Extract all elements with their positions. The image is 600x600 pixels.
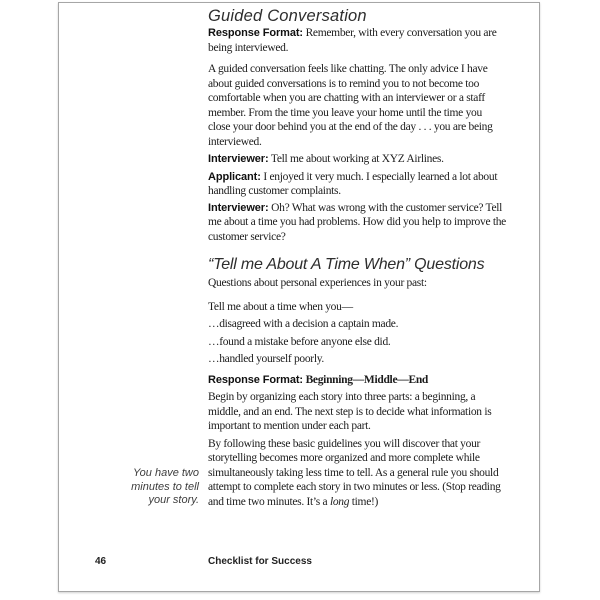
paragraph-line: member. From the time you leave your home until the time you — [208, 106, 482, 119]
paragraph-line: Begin by organizing each story into three parts: a beginning, a — [208, 391, 476, 403]
list-item-text: …disagreed with a decision a captain made. — [208, 318, 399, 330]
paragraph-line: comfortable when you are chatting with an interviewer or a staff — [208, 92, 485, 104]
list-item-text: …found a mistake before anyone else did. — [208, 335, 391, 348]
speaker-label: Applicant: — [208, 170, 261, 183]
paragraph-line: close your door behind you at the end of the day . . . you are being — [208, 121, 493, 133]
list-item-text: …handled yourself poorly. — [208, 353, 324, 365]
paragraph-guided-conversation — [208, 62, 506, 149]
book-page — [58, 2, 540, 592]
dialogue-entry-interviewer-2 — [208, 201, 506, 245]
last-line-italic-word: long — [329, 495, 350, 508]
dialogue-line: customer service? — [208, 230, 286, 243]
dialogue-line: me about a time you had problems. How did you help to improve the — [208, 216, 506, 228]
section-heading-guided-conversation: Guided Conversation — [208, 7, 367, 25]
running-title: Checklist for Success — [208, 556, 312, 567]
dialogue-line: Oh? What was wrong with the customer service? Tell — [271, 201, 503, 214]
sidenote-line: your story. — [148, 494, 199, 506]
section-subheading — [208, 276, 506, 291]
dialogue-entry-applicant — [208, 170, 506, 199]
last-line-after: time!) — [349, 495, 379, 508]
list-intro-line: Tell me about a time when you— — [208, 300, 353, 313]
list-item — [208, 317, 506, 332]
response-format-label: Response Format: — [208, 27, 303, 39]
paragraph-line: interviewed. — [208, 135, 262, 148]
list-intro — [208, 300, 506, 315]
response-format-text-line2: being interviewed. — [208, 41, 289, 54]
paragraph-begin-organizing — [208, 390, 506, 434]
response-format-text: Beginning—Middle—End — [305, 373, 429, 386]
paragraph-line: attempt to complete each story in two minutes or less. (Stop reading — [208, 481, 501, 493]
margin-sidenote — [87, 467, 199, 508]
sidenote-line: minutes to tell — [131, 480, 199, 493]
list-item — [208, 352, 506, 367]
sidenote-line: You have two — [132, 467, 199, 479]
paragraph-line: By following these basic guidelines you will discover that your — [208, 437, 481, 450]
paragraph-line: simultaneously taking less time to tell. As a general rule you should — [208, 466, 499, 479]
dialogue-line: Tell me about working at XYZ Airlines. — [270, 153, 444, 165]
response-format-text-line1: Remember, with every conversation you are — [305, 27, 497, 39]
paragraph-line: about guided conversations is to remind you to not become too — [208, 77, 480, 90]
paragraph-line: A guided conversation feels like chatting. The only advice I have — [208, 63, 488, 75]
list-item — [208, 335, 506, 350]
subheading-line: Questions about personal experiences in your past: — [208, 277, 427, 289]
response-format-block-2 — [208, 373, 506, 388]
paragraph-line: important to mention under each part. — [208, 420, 371, 432]
response-format-block-1 — [208, 26, 506, 55]
paragraph-guidelines — [208, 437, 506, 510]
speaker-label: Interviewer: — [208, 201, 269, 214]
dialogue-line: I enjoyed it very much. I especially learned a lot about — [263, 170, 498, 183]
page-number: 46 — [95, 556, 107, 567]
speaker-label: Interviewer: — [208, 153, 269, 165]
paragraph-line: storytelling becomes more organized and more complete while — [208, 452, 480, 464]
dialogue-line: handling customer complaints. — [208, 185, 341, 197]
paragraph-line: middle, and an end. The next step is to decide what information is — [208, 405, 492, 418]
section-heading-tell-me-about: “Tell me About A Time When” Questions — [208, 256, 485, 273]
text-column — [208, 6, 506, 509]
response-format-label: Response Format: — [208, 373, 303, 386]
last-line-before: and time two minutes. It’s a — [208, 495, 330, 508]
dialogue-entry-interviewer-1 — [208, 152, 506, 167]
paragraph-last-line — [208, 495, 506, 510]
